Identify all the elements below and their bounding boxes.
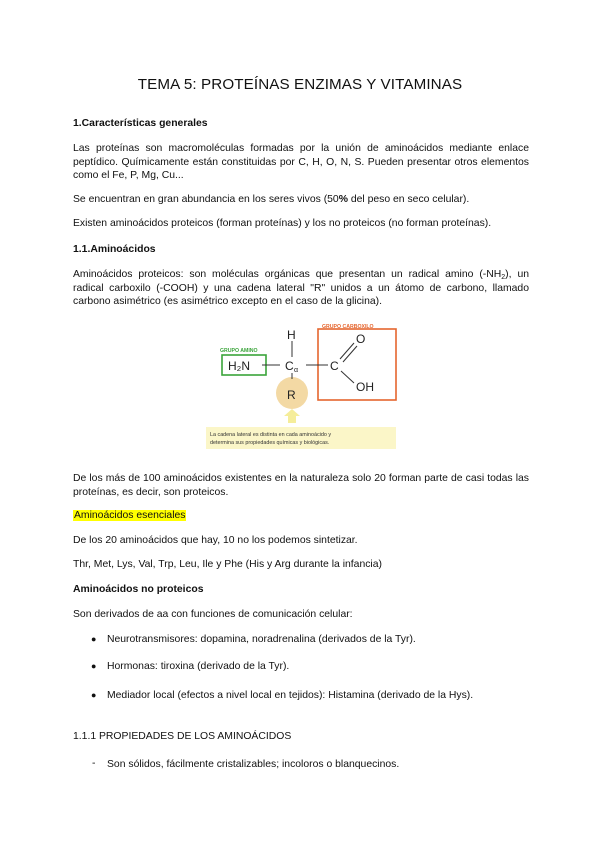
abundancia-text-a: Se encuentran en gran abundancia en los seres vivos (50 — [73, 194, 339, 205]
highlighted-heading-esenciales: Aminoácidos esenciales — [74, 510, 186, 521]
paragraph-tipos-aminoacidos: Existen aminoácidos proteicos (forman proteínas) y los no proteicos (no forman proteínas). — [73, 218, 492, 229]
aminoacidos-text-a: Aminoácidos proteicos: son moléculas orgánicas que presentan un radical amino (-NH — [73, 269, 502, 280]
atom-c-alpha: C — [285, 359, 294, 373]
paragraph-proteinas-definicion: Las proteínas son macromoléculas formadas por la unión de aminoácidos mediante enlace peptídico. Químicamente están constituidas por C, H, O, N, S. Pueden presentar otros elementos como el Fe, P, Mg, Cu... — [73, 143, 529, 181]
atom-h2n: H₂N — [228, 359, 250, 373]
esenciales-heading-wrap — [73, 509, 529, 523]
bullet-dot-2: ● — [91, 661, 97, 671]
abundancia-text-b: del peso en seco celular). — [347, 194, 470, 205]
bond-c-o-double-2 — [343, 346, 357, 362]
caption-line-2: determina sus propiedades químicas y biológicas. — [210, 440, 330, 446]
caption-line-1: La cadena lateral es distinta en cada aminoácido y — [210, 432, 332, 438]
section-heading-caracteristicas: 1.Características generales — [73, 118, 208, 129]
paragraph-abundancia — [73, 193, 529, 207]
amino-group-label: GRUPO AMINO — [220, 348, 258, 354]
paragraph-lista-esenciales: Thr, Met, Lys, Val, Trp, Leu, Ile y Phe (His y Arg durante la infancia) — [73, 559, 382, 570]
list-item-mediador-local: Mediador local (efectos a nivel local en tejidos): Histamina (derivado de la Hys). — [107, 690, 474, 701]
dash-marker-1: - — [92, 758, 96, 769]
nh2-subscript: 2 — [501, 274, 506, 281]
atom-r: R — [287, 388, 296, 402]
atom-h: H — [287, 328, 296, 342]
paragraph-aminoacidos-proteicos — [73, 268, 529, 309]
abundancia-percent: % — [338, 194, 348, 205]
atom-oh: OH — [356, 380, 374, 394]
list-item-hormonas: Hormonas: tiroxina (derivado de la Tyr). — [107, 661, 290, 672]
bullet-dot-1: ● — [91, 634, 97, 644]
paragraph-aminoacidos-naturaleza: De los más de 100 aminoácidos existentes en la naturaleza solo 20 forman parte de casi todas las proteínas, es decir, son proteicos. — [73, 473, 529, 498]
section-heading-propiedades: 1.1.1 PROPIEDADES DE LOS AMINOÁCIDOS — [73, 731, 292, 742]
bond-c-o-double-1 — [340, 343, 354, 359]
bond-c-oh — [341, 371, 354, 383]
list-item-propiedades-solidos: Son sólidos, fácilmente cristalizables; incoloros o blanquecinos. — [107, 759, 400, 770]
atom-o: O — [356, 332, 366, 346]
section-heading-no-proteicos: Aminoácidos no proteicos — [73, 584, 204, 595]
alpha-symbol: α — [294, 367, 299, 374]
carboxyl-group-label: GRUPO CARBOXILO — [322, 324, 374, 330]
page-title: TEMA 5: PROTEÍNAS ENZIMAS Y VITAMINAS — [137, 76, 463, 93]
bullet-dot-3: ● — [91, 690, 97, 700]
paragraph-no-proteicos: Son derivados de aa con funciones de comunicación celular: — [73, 609, 353, 620]
paragraph-esenciales: De los 20 aminoácidos que hay, 10 no los podemos sintetizar. — [73, 535, 358, 546]
list-item-neurotransmisores: Neurotransmisores: dopamina, noradrenalina (derivados de la Tyr). — [107, 634, 416, 645]
r-group-arrow — [284, 409, 300, 423]
aminoacidos-text-b: ), un radical carboxilo (-COOH) y una cadena lateral "R" unidos a un átomo de carbono, llamado carbono asimétrico (es asimétrico excepto en el caso de la glicina). — [73, 269, 529, 307]
amino-acid-structure-figure — [198, 323, 404, 451]
atom-c: C — [330, 359, 339, 373]
section-heading-aminoacidos: 1.1.Aminoácidos — [73, 244, 156, 255]
